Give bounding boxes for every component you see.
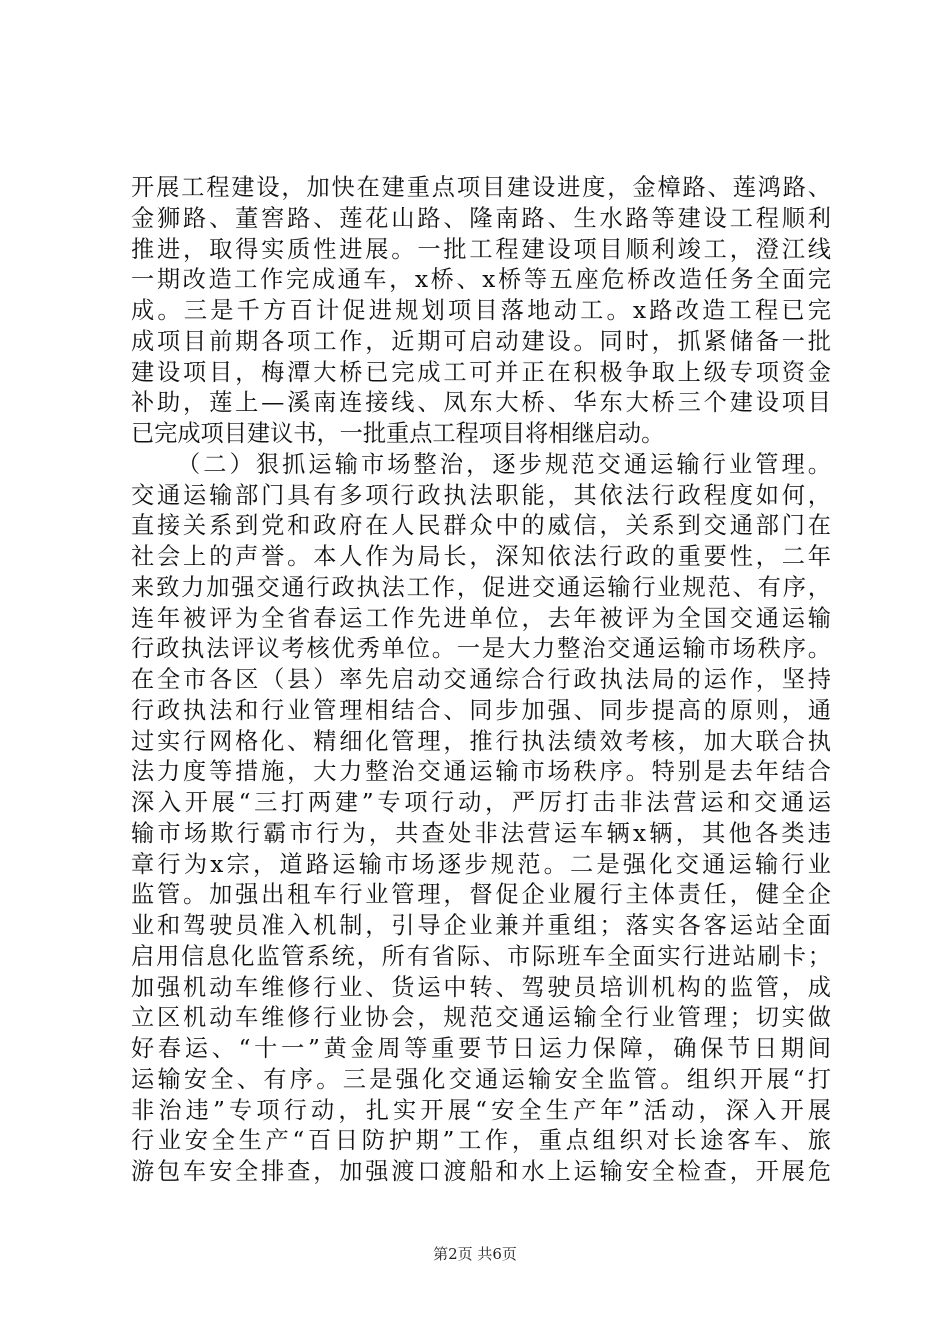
text-line: 过实行网格化、精细化管理，推行执法绩效考核，加大联合执 (131, 727, 831, 755)
text-line: 来致力加强交通行政执法工作，促进交通运输行业规范、有序， (131, 573, 831, 601)
text-line: 交通运输部门具有多项行政执法职能，其依法行政程度如何， (131, 481, 831, 509)
text-line: 运输安全、有序。三是强化交通运输安全监管。组织开展“打 (131, 1065, 831, 1093)
text-line: 已完成项目建议书，一批重点工程项目将相继启动。 (131, 420, 665, 447)
text-line: 深入开展“三打两建”专项行动，严厉打击非法营运和交通运 (131, 789, 831, 816)
text-line: 开展工程建设，加快在建重点项目建设进度，金樟路、莲鸿路、 (131, 174, 831, 201)
text-line: 好春运、“十一”黄金周等重要节日运力保障，确保节日期间 (131, 1035, 831, 1062)
text-line: 推进，取得实质性进展。一批工程建设项目顺利竣工，澄江线 (131, 235, 831, 263)
page-number-footer: 第2页 共6页 (433, 1245, 517, 1263)
text-line: 一期改造工作完成通车，x桥、x桥等五座危桥改造任务全面完 (131, 266, 831, 294)
text-line: 立区机动车维修行业协会，规范交通运输全行业管理；切实做 (131, 1004, 831, 1032)
text-line: 社会上的声誉。本人作为局长，深知依法行政的重要性，二年 (131, 543, 831, 570)
text-line: 直接关系到党和政府在人民群众中的威信，关系到交通部门在 (131, 512, 831, 540)
text-line: 行政执法和行业管理相结合、同步加强、同步提高的原则，通 (131, 696, 831, 724)
text-line: 金狮路、董窖路、莲花山路、隆南路、生水路等建设工程顺利 (131, 204, 831, 232)
text-line: 成。三是千方百计促进规划项目落地动工。x路改造工程已完 (131, 297, 831, 324)
text-line: 行业安全生产“百日防护期”工作，重点组织对长途客车、旅 (131, 1127, 831, 1155)
text-line: 行政执法评议考核优秀单位。一是大力整治交通运输市场秩序。 (131, 635, 831, 663)
text-line: 启用信息化监管系统，所有省际、市际班车全面实行进站刷卡； (131, 942, 831, 970)
text-line: 业和驾驶员准入机制，引导企业兼并重组；落实各客运站全面 (131, 912, 831, 939)
text-line: 成项目前期各项工作，近期可启动建设。同时，抓紧储备一批 (131, 327, 831, 355)
text-line: 章行为x宗，道路运输市场逐步规范。二是强化交通运输行业 (131, 850, 831, 878)
text-line: 法力度等措施，大力整治交通运输市场秩序。特别是去年结合 (131, 758, 831, 786)
section-heading-line: （二）狠抓运输市场整治，逐步规范交通运输行业管理。 (177, 450, 831, 478)
text-line: 建设项目，梅潭大桥已完成工可并正在积极争取上级专项资金 (131, 358, 831, 386)
text-line: 在全市各区（县）率先启动交通综合行政执法局的运作，坚持 (131, 666, 831, 693)
text-line: 游包车安全排查，加强渡口渡船和水上运输安全检查，开展危 (131, 1158, 831, 1185)
text-line: 非治违”专项行动，扎实开展“安全生产年”活动，深入开展 (131, 1096, 831, 1124)
text-line: 输市场欺行霸市行为，共查处非法营运车辆x辆，其他各类违 (131, 819, 831, 847)
text-line: 加强机动车维修行业、货运中转、驾驶员培训机构的监管，成 (131, 973, 831, 1001)
text-line: 监管。加强出租车行业管理，督促企业履行主体责任，健全企 (131, 881, 831, 909)
text-line: 连年被评为全省春运工作先进单位，去年被评为全国交通运输 (131, 604, 831, 632)
text-line: 补助，莲上—溪南连接线、凤东大桥、华东大桥三个建设项目 (131, 389, 831, 417)
document-body (131, 173, 831, 1188)
